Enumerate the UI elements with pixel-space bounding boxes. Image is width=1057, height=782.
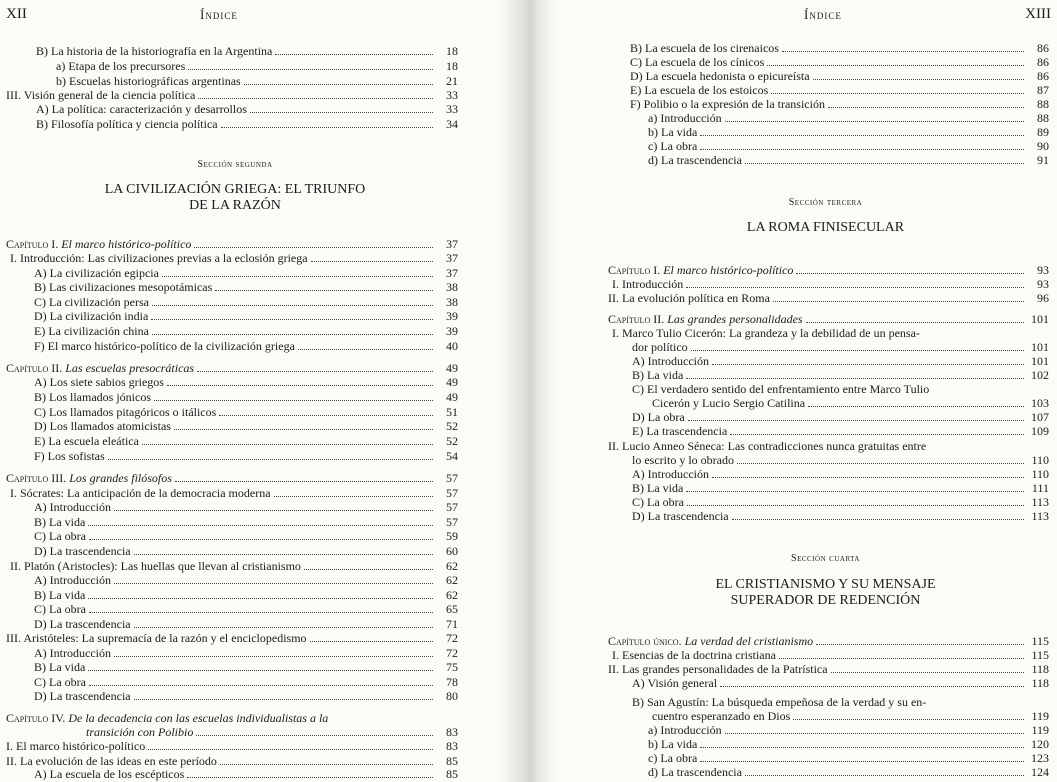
- toc-entry: II. La evolución de las ideas en este período 85: [6, 754, 458, 768]
- toc-entry: cuentro esperanzado en Dios 119: [652, 709, 1049, 723]
- toc-entry: I. Esencias de la doctrina cristiana 115: [612, 648, 1049, 662]
- toc-entry: C) La obra 59: [34, 529, 458, 543]
- page-number-left: XII: [6, 6, 27, 22]
- toc-entry: A) Introducción 72: [34, 646, 458, 660]
- toc-entry: F) Polibio o la expresión de la transición 88: [630, 97, 1049, 111]
- toc-entry: A) La escuela de los escépticos 85: [34, 767, 458, 781]
- toc-entry: b) La vida 89: [648, 125, 1049, 139]
- toc-entry: b) La vida 120: [648, 737, 1049, 751]
- toc-entry: D) La trascendencia 71: [34, 617, 458, 631]
- toc-entry: B) La vida 111: [632, 481, 1049, 495]
- toc-entry: B) La historia de la historiografía en la Argentina 18: [36, 44, 458, 58]
- section-title: LA ROMA FINISECULAR: [746, 220, 905, 235]
- toc-entry: c) La obra 123: [648, 751, 1049, 765]
- toc-entry: D) La civilización india 39: [34, 309, 458, 323]
- toc-entry: II. La evolución política en Roma 96: [608, 291, 1049, 305]
- page-number-right: XIII: [1025, 6, 1051, 22]
- toc-entry: E) La trascendencia 109: [632, 424, 1049, 438]
- section-title-line1: LA CIVILIZACIÓN GRIEGA: EL TRIUNFO: [104, 182, 366, 197]
- section-label: Sección cuarta: [791, 553, 860, 564]
- toc-entry: E) La escuela de los estoicos 87: [630, 83, 1049, 97]
- toc-entry: c) La obra 90: [648, 139, 1049, 153]
- chapter-heading: Capítulo II. Las escuelas presocráticas 49: [6, 361, 458, 375]
- toc-entry: II. Las grandes personalidades de la Patrística 118: [608, 662, 1049, 676]
- toc-entry: B) La vida 75: [34, 660, 458, 674]
- toc-entry: C) La obra 113: [632, 495, 1049, 509]
- toc-entry: III. Visión general de la ciencia política 33: [6, 88, 458, 102]
- toc-entry: B) Los llamados jónicos 49: [34, 390, 458, 404]
- toc-entry: I. El marco histórico-político 83: [6, 739, 458, 753]
- chapter-heading: Capítulo I. El marco histórico-político 37: [6, 237, 458, 251]
- toc-entry: A) Introducción 110: [632, 467, 1049, 481]
- toc-entry: D) La trascendencia 60: [34, 544, 458, 558]
- section-label: Sección segunda: [197, 159, 273, 170]
- toc-entry: C) La escuela de los cínicos 86: [630, 55, 1049, 69]
- toc-entry: A) La civilización egipcia 37: [34, 266, 458, 280]
- toc-entry: b) Escuelas historiográficas argentinas 21: [56, 74, 458, 88]
- chapter-heading: Capítulo único. La verdad del cristianismo 115: [608, 634, 1049, 648]
- toc-entry: F) El marco histórico-político de la civilización griega 40: [34, 339, 458, 353]
- chapter-heading: Capítulo II. Las grandes personalidades 101: [608, 312, 1049, 326]
- toc-entry: A) Introducción 62: [34, 573, 458, 587]
- toc-entry: E) La civilización china 39: [34, 324, 458, 338]
- toc-entry: B) Las civilizaciones mesopotámicas 38: [34, 280, 458, 294]
- toc-entry: II. Lucio Anneo Séneca: Las contradicciones nunca gratuitas entre: [608, 439, 927, 453]
- section-title-line1: EL CRISTIANISMO Y SU MENSAJE: [715, 577, 936, 592]
- toc-entry: a) Etapa de los precursores 18: [56, 59, 458, 73]
- toc-entry: I. Marco Tulio Cicerón: La grandeza y la debilidad de un pensa-: [612, 326, 920, 340]
- toc-entry: D) La trascendencia 80: [34, 689, 458, 703]
- left-page: [0, 0, 522, 782]
- page-header-left: Índice: [200, 7, 238, 22]
- toc-entry: B) San Agustín: La búsqueda empeñosa de la verdad y su en-: [632, 695, 927, 709]
- toc-entry: B) La vida 57: [34, 515, 458, 529]
- toc-entry: B) Filosofía política y ciencia política 34: [36, 117, 458, 131]
- toc-entry: D) Los llamados atomicistas 52: [34, 419, 458, 433]
- toc-entry: D) La escuela hedonista o epicureísta 86: [630, 69, 1049, 83]
- section-title-line2: SUPERADOR DE REDENCIÓN: [730, 593, 921, 608]
- toc-entry: E) La escuela eleática 52: [34, 434, 458, 448]
- toc-entry: a) Introducción 88: [648, 111, 1049, 125]
- toc-entry: C) La obra 65: [34, 602, 458, 616]
- chapter-heading: Capítulo III. Los grandes filósofos 57: [6, 471, 458, 485]
- toc-entry: C) La obra 78: [34, 675, 458, 689]
- toc-entry: F) Los sofistas 54: [34, 449, 458, 463]
- chapter-heading: Capítulo I. El marco histórico-político 93: [608, 263, 1049, 277]
- toc-entry: B) La escuela de los cirenaicos 86: [630, 41, 1049, 55]
- toc-entry: I. Introducción: Las civilizaciones previas a la eclosión griega 37: [10, 251, 458, 265]
- toc-entry: I. Introducción 93: [612, 277, 1049, 291]
- toc-entry: Cicerón y Lucio Sergio Catilina 103: [652, 396, 1049, 410]
- toc-entry: d) La trascendencia 91: [648, 153, 1049, 167]
- toc-entry: C) La civilización persa 38: [34, 295, 458, 309]
- toc-entry: II. Platón (Aristocles): Las huellas que llevan al cristianismo 62: [10, 559, 458, 573]
- toc-entry: a) Introducción 119: [648, 723, 1049, 737]
- right-page: [534, 0, 1057, 782]
- toc-entry: d) La trascendencia 124: [648, 765, 1049, 779]
- section-label: Sección tercera: [788, 197, 863, 208]
- toc-entry: B) La vida 62: [34, 588, 458, 602]
- toc-entry: A) Introducción 57: [34, 500, 458, 514]
- toc-entry: I. Sócrates: La anticipación de la democracia moderna 57: [10, 486, 458, 500]
- toc-entry: A) Visión general 118: [632, 676, 1049, 690]
- section-title-line2: DE LA RAZÓN: [189, 198, 281, 213]
- toc-entry: lo escrito y lo obrado 110: [632, 453, 1049, 467]
- toc-entry: III. Aristóteles: La supremacía de la razón y el enciclopedismo 72: [6, 631, 458, 645]
- toc-entry: A) La política: caracterización y desarrollos 33: [36, 102, 458, 116]
- toc-entry: B) La vida 102: [632, 368, 1049, 382]
- toc-entry: C) Los llamados pitagóricos o itálicos 51: [34, 405, 458, 419]
- toc-entry: D) La obra 107: [632, 410, 1049, 424]
- chapter-heading-continued: transición con Polibio 83: [86, 725, 458, 739]
- toc-entry: A) Introducción 101: [632, 354, 1049, 368]
- toc-entry: C) El verdadero sentido del enfrentamiento entre Marco Tulio: [632, 382, 930, 396]
- page-header-right: Índice: [804, 7, 842, 22]
- chapter-heading: Capítulo IV. De la decadencia con las escuelas individualistas a la: [6, 711, 329, 725]
- toc-entry: dor político 101: [632, 340, 1049, 354]
- toc-entry: A) Los siete sabios griegos 49: [34, 375, 458, 389]
- toc-entry: D) La trascendencia 113: [632, 509, 1049, 523]
